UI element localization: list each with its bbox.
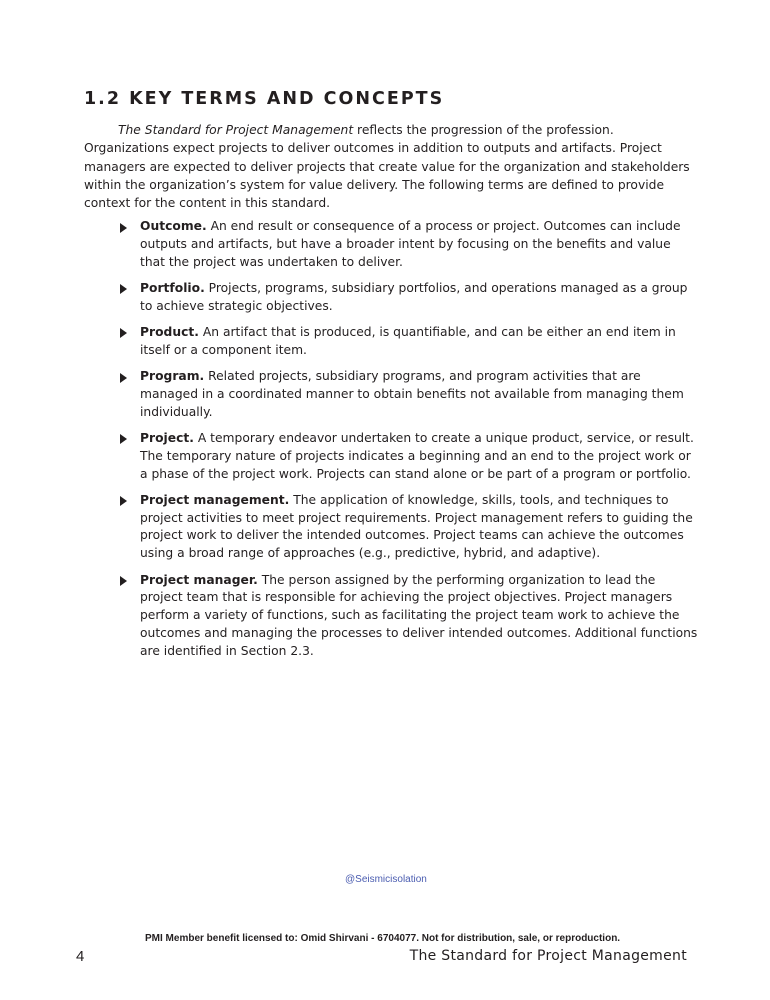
watermark: @Seismicisolation — [345, 874, 427, 885]
bullet-arrow-icon — [120, 223, 127, 233]
bullet-arrow-icon — [120, 284, 127, 294]
running-title: The Standard for Project Management — [409, 948, 687, 964]
term-product — [118, 324, 698, 360]
term-name: Outcome. — [140, 219, 207, 233]
term-name: Product. — [140, 324, 199, 339]
bullet-arrow-icon — [120, 496, 127, 506]
term-project-manager — [118, 572, 698, 661]
term-portfolio — [118, 280, 698, 316]
term-project — [118, 430, 698, 483]
standard-title: The Standard for Project Management — [118, 123, 354, 137]
intro-text: reflects the progression of the profession. Organizations expect projects to deliver outcomes in addition to outputs and artifacts. Project managers are expected to deliver projects that create value for the organization and stakeholders within the organization’s system for value delivery. The following terms are defined to provide context for the content in this standard. — [84, 123, 690, 211]
term-definition: Related projects, subsidiary programs, and program activities that are managed in a coordinated manner to obtain benefits not available from managing them individually. — [140, 369, 684, 419]
term-definition: An artifact that is produced, is quantifiable, and can be either an end item in itself or a component item. — [140, 324, 676, 357]
bullet-arrow-icon — [120, 434, 127, 444]
term-definition: Projects, programs, subsidiary portfolios, and operations managed as a group to achieve strategic objectives. — [140, 280, 688, 313]
bullet-arrow-icon — [120, 328, 127, 338]
term-definition: The person assigned by the performing organization to lead the project team that is responsible for achieving the project objectives. Project managers perform a variety of functions, such as facilitating the project team work to achieve the outcomes and managing the processes to deliver intended outcomes. Additional functions are identified in Section 2.3. — [140, 572, 698, 658]
bullet-arrow-icon — [120, 576, 127, 586]
page-number: 4 — [76, 948, 85, 965]
term-name: Project management. — [140, 492, 290, 507]
term-name: Program. — [140, 369, 205, 384]
intro-paragraph — [84, 121, 694, 212]
term-name: Portfolio. — [140, 280, 205, 295]
section-heading: 1.2 KEY TERMS AND CONCEPTS — [84, 89, 445, 109]
term-definition: An end result or consequence of a process or project. Outcomes can include outputs and artifacts, but have a broader intent by focusing on the benefits and value that the project was undertaken to deliver. — [140, 219, 681, 269]
terms-list — [118, 218, 698, 669]
term-definition: The application of knowledge, skills, tools, and techniques to project activities to meet project requirements. Project management refers to guiding the project work to deliver the intended outcomes. Project teams can achieve the outcomes using a broad range of approaches (e.g., predictive, hybrid, and adaptive). — [140, 492, 693, 561]
bullet-arrow-icon — [120, 373, 127, 383]
term-project-management — [118, 492, 698, 563]
term-name: Project manager. — [140, 572, 258, 587]
license-notice: PMI Member benefit licensed to: Omid Shirvani - 6704077. Not for distribution, sale, or reproduction. — [145, 933, 621, 944]
term-outcome — [118, 218, 698, 271]
term-definition: A temporary endeavor undertaken to create a unique product, service, or result. The temporary nature of projects indicates a beginning and an end to the project work or a phase of the project work. Projects can stand alone or be part of a program or portfolio. — [140, 430, 694, 481]
term-program — [118, 368, 698, 421]
term-name: Project. — [140, 430, 194, 445]
